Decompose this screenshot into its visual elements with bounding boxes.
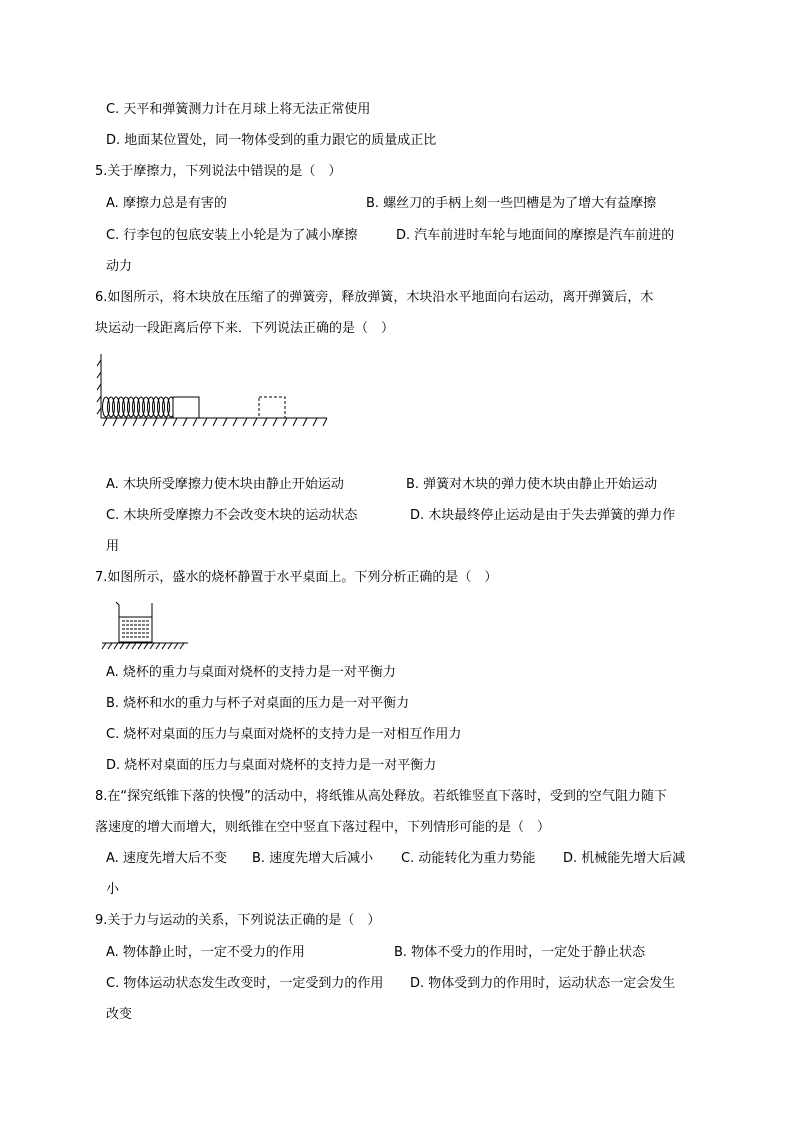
spring-block-figure [95, 350, 335, 430]
q8-stem-line1: 8.在“探究纸锥下落的快慢”的活动中，将纸锥从高处释放。若纸锥竖直下落时，受到的空气阻力随下 [95, 789, 667, 804]
q9-option-d: D. 物体受到力的作用时，运动状态一定会发生 [410, 976, 676, 991]
q6-option-a: A. 木块所受摩擦力使木块由静止开始运动 [106, 477, 344, 492]
q5-option-d-continued: 动力 [106, 259, 133, 274]
prev-option-c: C. 天平和弹簧测力计在月球上将无法正常使用 [106, 102, 371, 117]
q5-stem: 5.关于摩擦力，下列说法中错误的是（ ） [95, 164, 342, 179]
q5-option-c: C. 行李包的包底安装上小轮是为了减小摩擦 [106, 228, 358, 243]
q6-option-c: C. 木块所受摩擦力不会改变木块的运动状态 [106, 508, 358, 523]
q9-option-d-continued: 改变 [106, 1007, 133, 1022]
q6-stem-line1: 6.如图所示，将木块放在压缩了的弹簧旁，释放弹簧，木块沿水平地面向右运动，离开弹簧后，木 [95, 290, 654, 305]
q9-option-b: B. 物体不受力的作用时，一定处于静止状态 [394, 945, 646, 960]
q8-option-b: B. 速度先增大后减小 [252, 851, 374, 866]
q8-stem-line2: 落速度的增大而增大，则纸锥在空中竖直下落过程中，下列情形可能的是（ ） [95, 820, 551, 835]
q6-option-b: B. 弹簧对木块的弹力使木块由静止开始运动 [406, 477, 658, 492]
q5-option-d: D. 汽车前进时车轮与地面间的摩擦是汽车前进的 [396, 228, 675, 243]
q7-option-c: C. 烧杯对桌面的压力与桌面对烧杯的支持力是一对相互作用力 [106, 727, 462, 742]
q9-option-c: C. 物体运动状态发生改变时，一定受到力的作用 [106, 976, 384, 991]
q8-option-a: A. 速度先增大后不变 [106, 851, 227, 866]
q5-option-a: A. 摩擦力总是有害的 [106, 196, 227, 211]
q9-option-a: A. 物体静止时，一定不受力的作用 [106, 945, 305, 960]
q7-stem: 7.如图所示，盛水的烧杯静置于水平桌面上。下列分析正确的是（ ） [95, 570, 498, 585]
q8-option-c: C. 动能转化为重力势能 [401, 851, 536, 866]
q9-stem: 9.关于力与运动的关系，下列说法正确的是（ ） [95, 913, 381, 928]
beaker-figure [100, 600, 190, 652]
q6-option-d-continued: 用 [106, 539, 120, 554]
q7-option-b: B. 烧杯和水的重力与杯子对桌面的压力是一对平衡力 [106, 696, 410, 711]
q6-stem-line2: 块运动一段距离后停下来．下列说法正确的是（ ） [95, 321, 395, 336]
prev-option-d: D. 地面某位置处，同一物体受到的重力跟它的质量成正比 [106, 133, 437, 148]
q7-option-a: A. 烧杯的重力与桌面对烧杯的支持力是一对平衡力 [106, 665, 396, 680]
q8-option-d-continued: 小 [106, 882, 120, 897]
q5-option-b: B. 螺丝刀的手柄上刻一些凹槽是为了增大有益摩擦 [366, 196, 657, 211]
q8-option-d: D. 机械能先增大后减 [563, 851, 686, 866]
q7-option-d: D. 烧杯对桌面的压力与桌面对烧杯的支持力是一对平衡力 [106, 758, 437, 773]
q6-option-d: D. 木块最终停止运动是由于失去弹簧的弹力作 [410, 508, 676, 523]
